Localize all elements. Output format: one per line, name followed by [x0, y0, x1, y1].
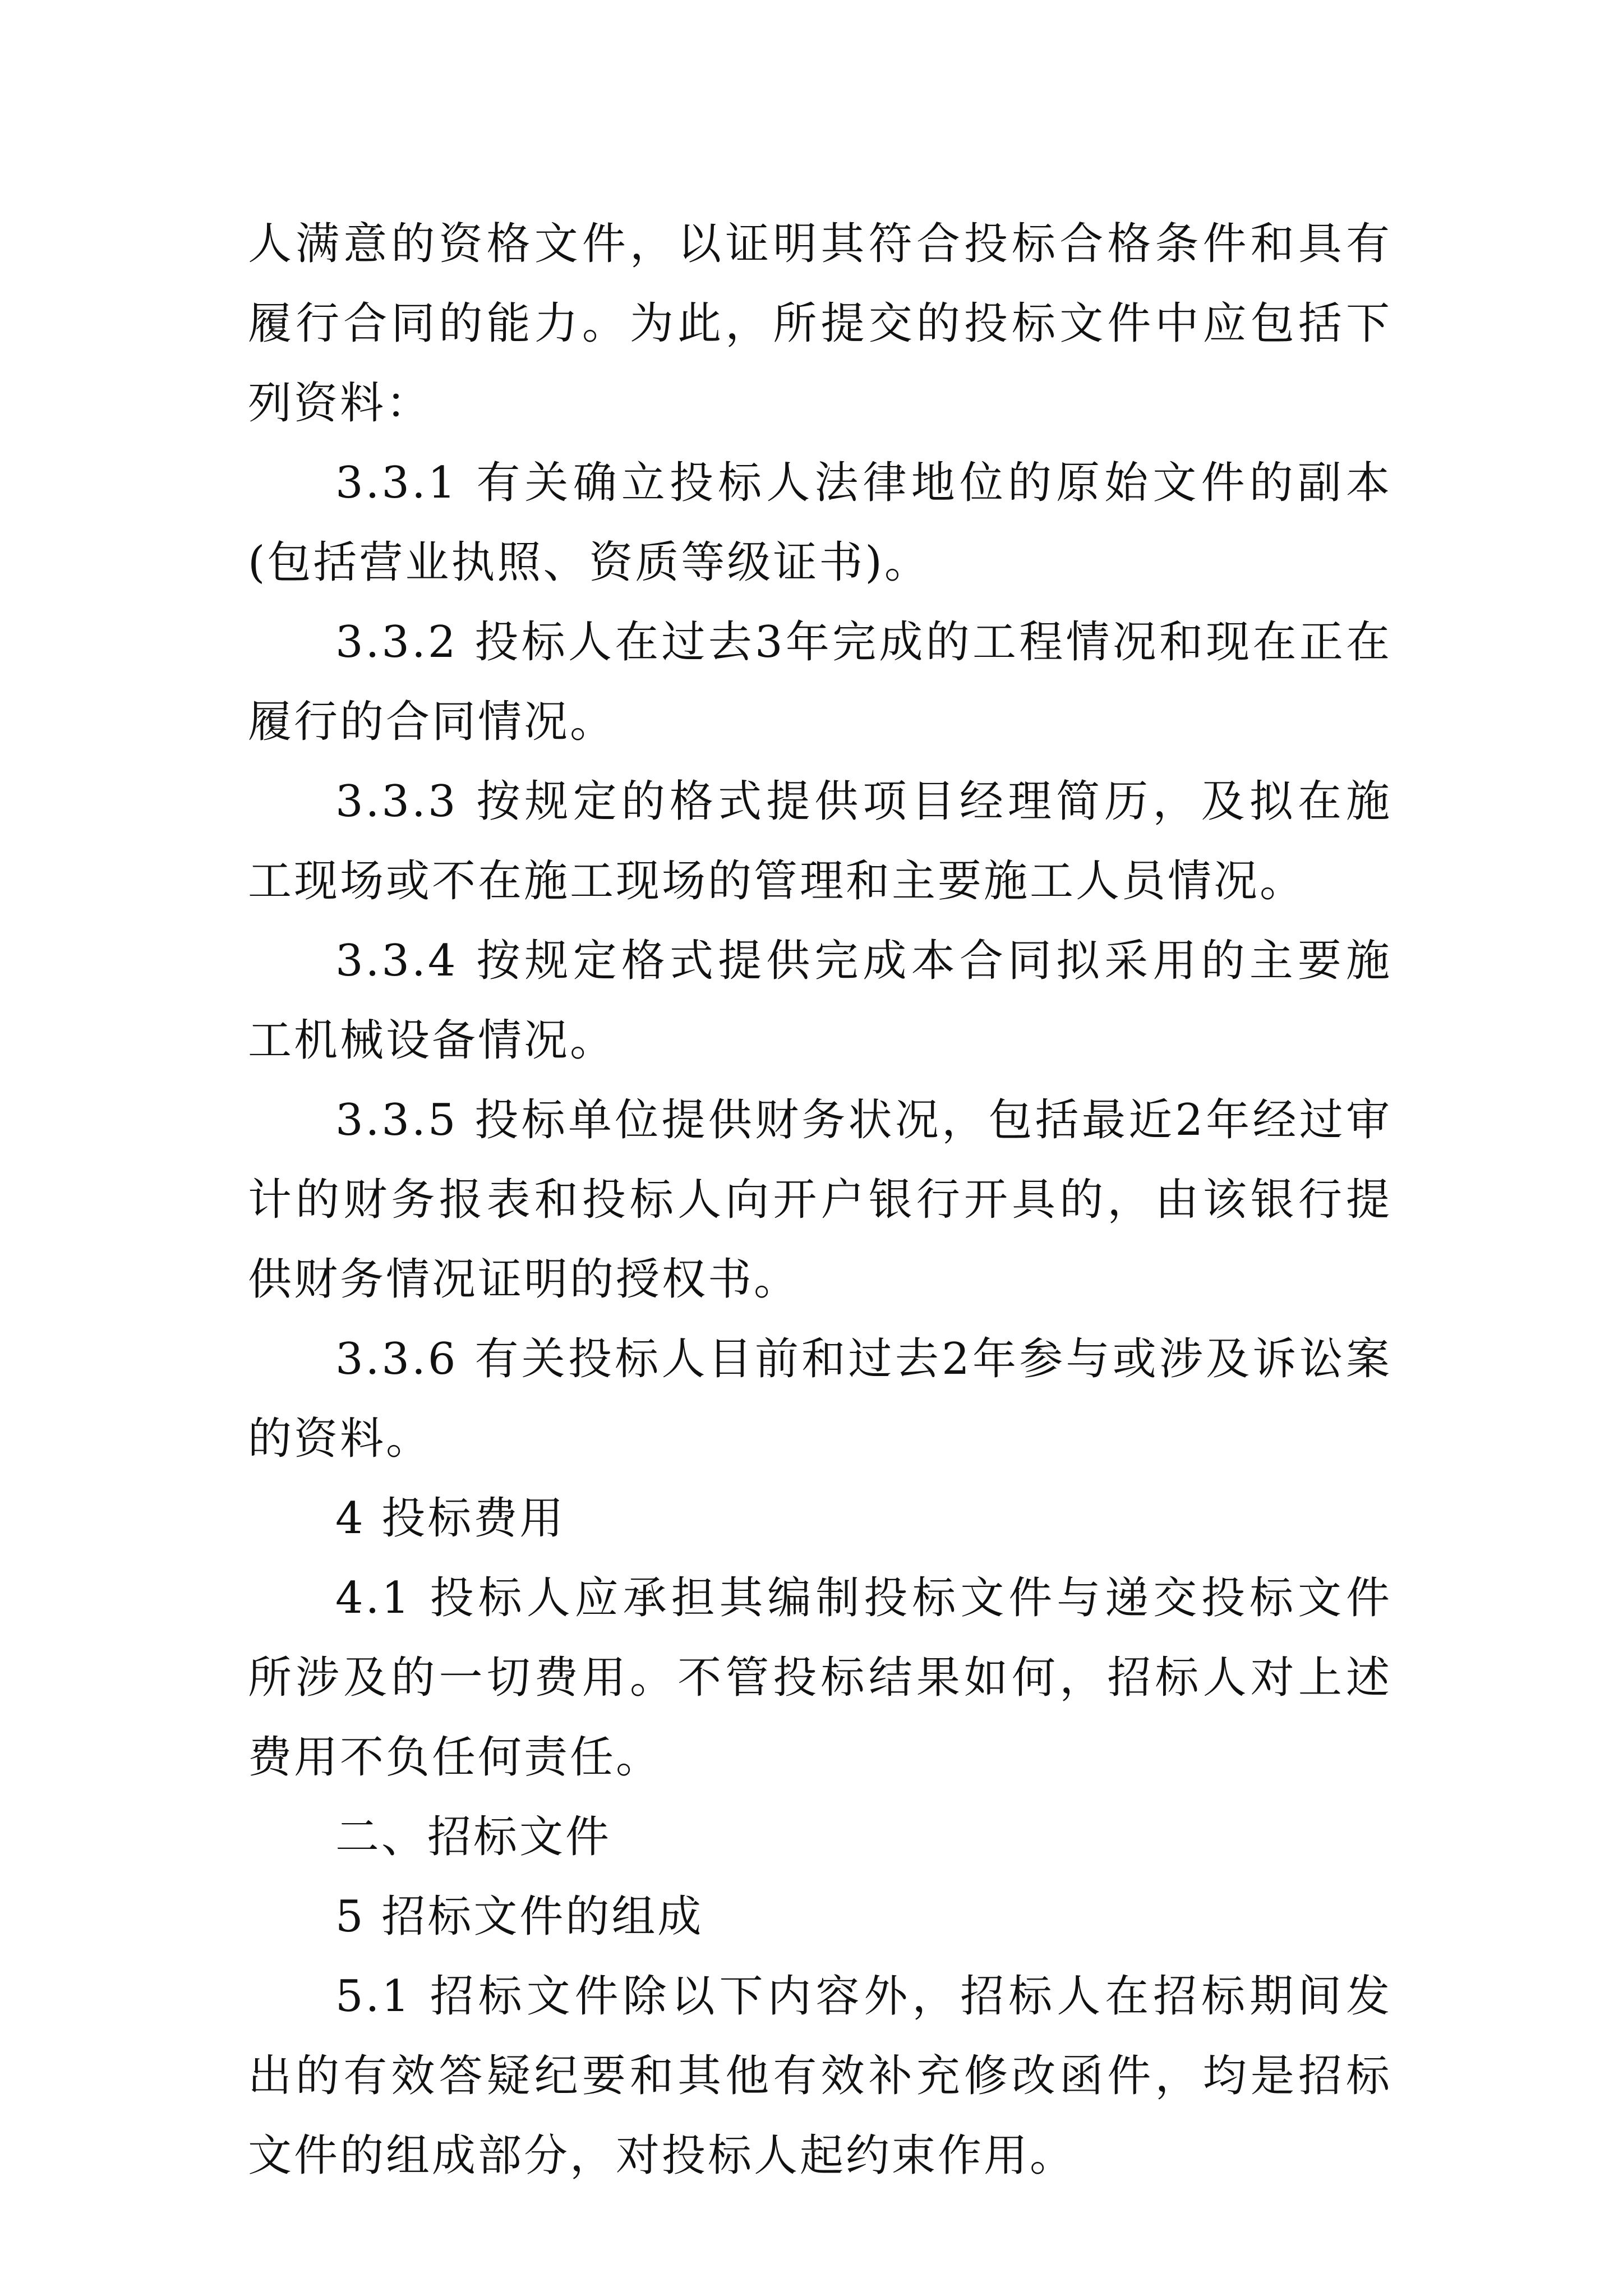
paragraph-3-3-3: 3.3.3 按规定的格式提供项目经理简历，及拟在施工现场或不在施工现场的管理和主要施工人员情况。: [248, 776, 1392, 907]
paragraph-3-3-5: 3.3.5 投标单位提供财务状况，包括最近2年经过审计的财务报表和投标人向开户银行开具的，由该银行提供财务情况证明的授权书。: [248, 1095, 1392, 1305]
paragraph-3-3-1: 3.3.1 有关确立投标人法律地位的原始文件的副本(包括营业执照、资质等级证书)。: [248, 458, 1392, 588]
paragraph-3-3-4: 3.3.4 按规定格式提供完成本合同拟采用的主要施工机械设备情况。: [248, 936, 1392, 1066]
paragraph-continuation: 人满意的资格文件，以证明其符合投标合格条件和具有履行合同的能力。为此，所提交的投标文件中应包括下列资料：: [248, 219, 1392, 429]
paragraph-4-1: 4.1 投标人应承担其编制投标文件与递交投标文件所涉及的一切费用。不管投标结果如何，招标人对上述费用不负任何责任。: [248, 1573, 1392, 1783]
section-heading-5: 5 招标文件的组成: [335, 1892, 704, 1942]
paragraph-3-3-6: 3.3.6 有关投标人目前和过去2年参与或涉及诉讼案的资料。: [248, 1334, 1392, 1464]
section-heading-4: 4 投标费用: [335, 1493, 566, 1544]
paragraph-5-1: 5.1 招标文件除以下内容外，招标人在招标期间发出的有效答疑纪要和其他有效补充修改函件，均是招标文件的组成部分，对投标人起约束作用。: [248, 1971, 1392, 2181]
chapter-heading-2: 二、招标文件: [335, 1812, 612, 1862]
paragraph-3-3-2: 3.3.2 投标人在过去3年完成的工程情况和现在正在履行的合同情况。: [248, 617, 1392, 747]
document-body: [248, 204, 1392, 2196]
